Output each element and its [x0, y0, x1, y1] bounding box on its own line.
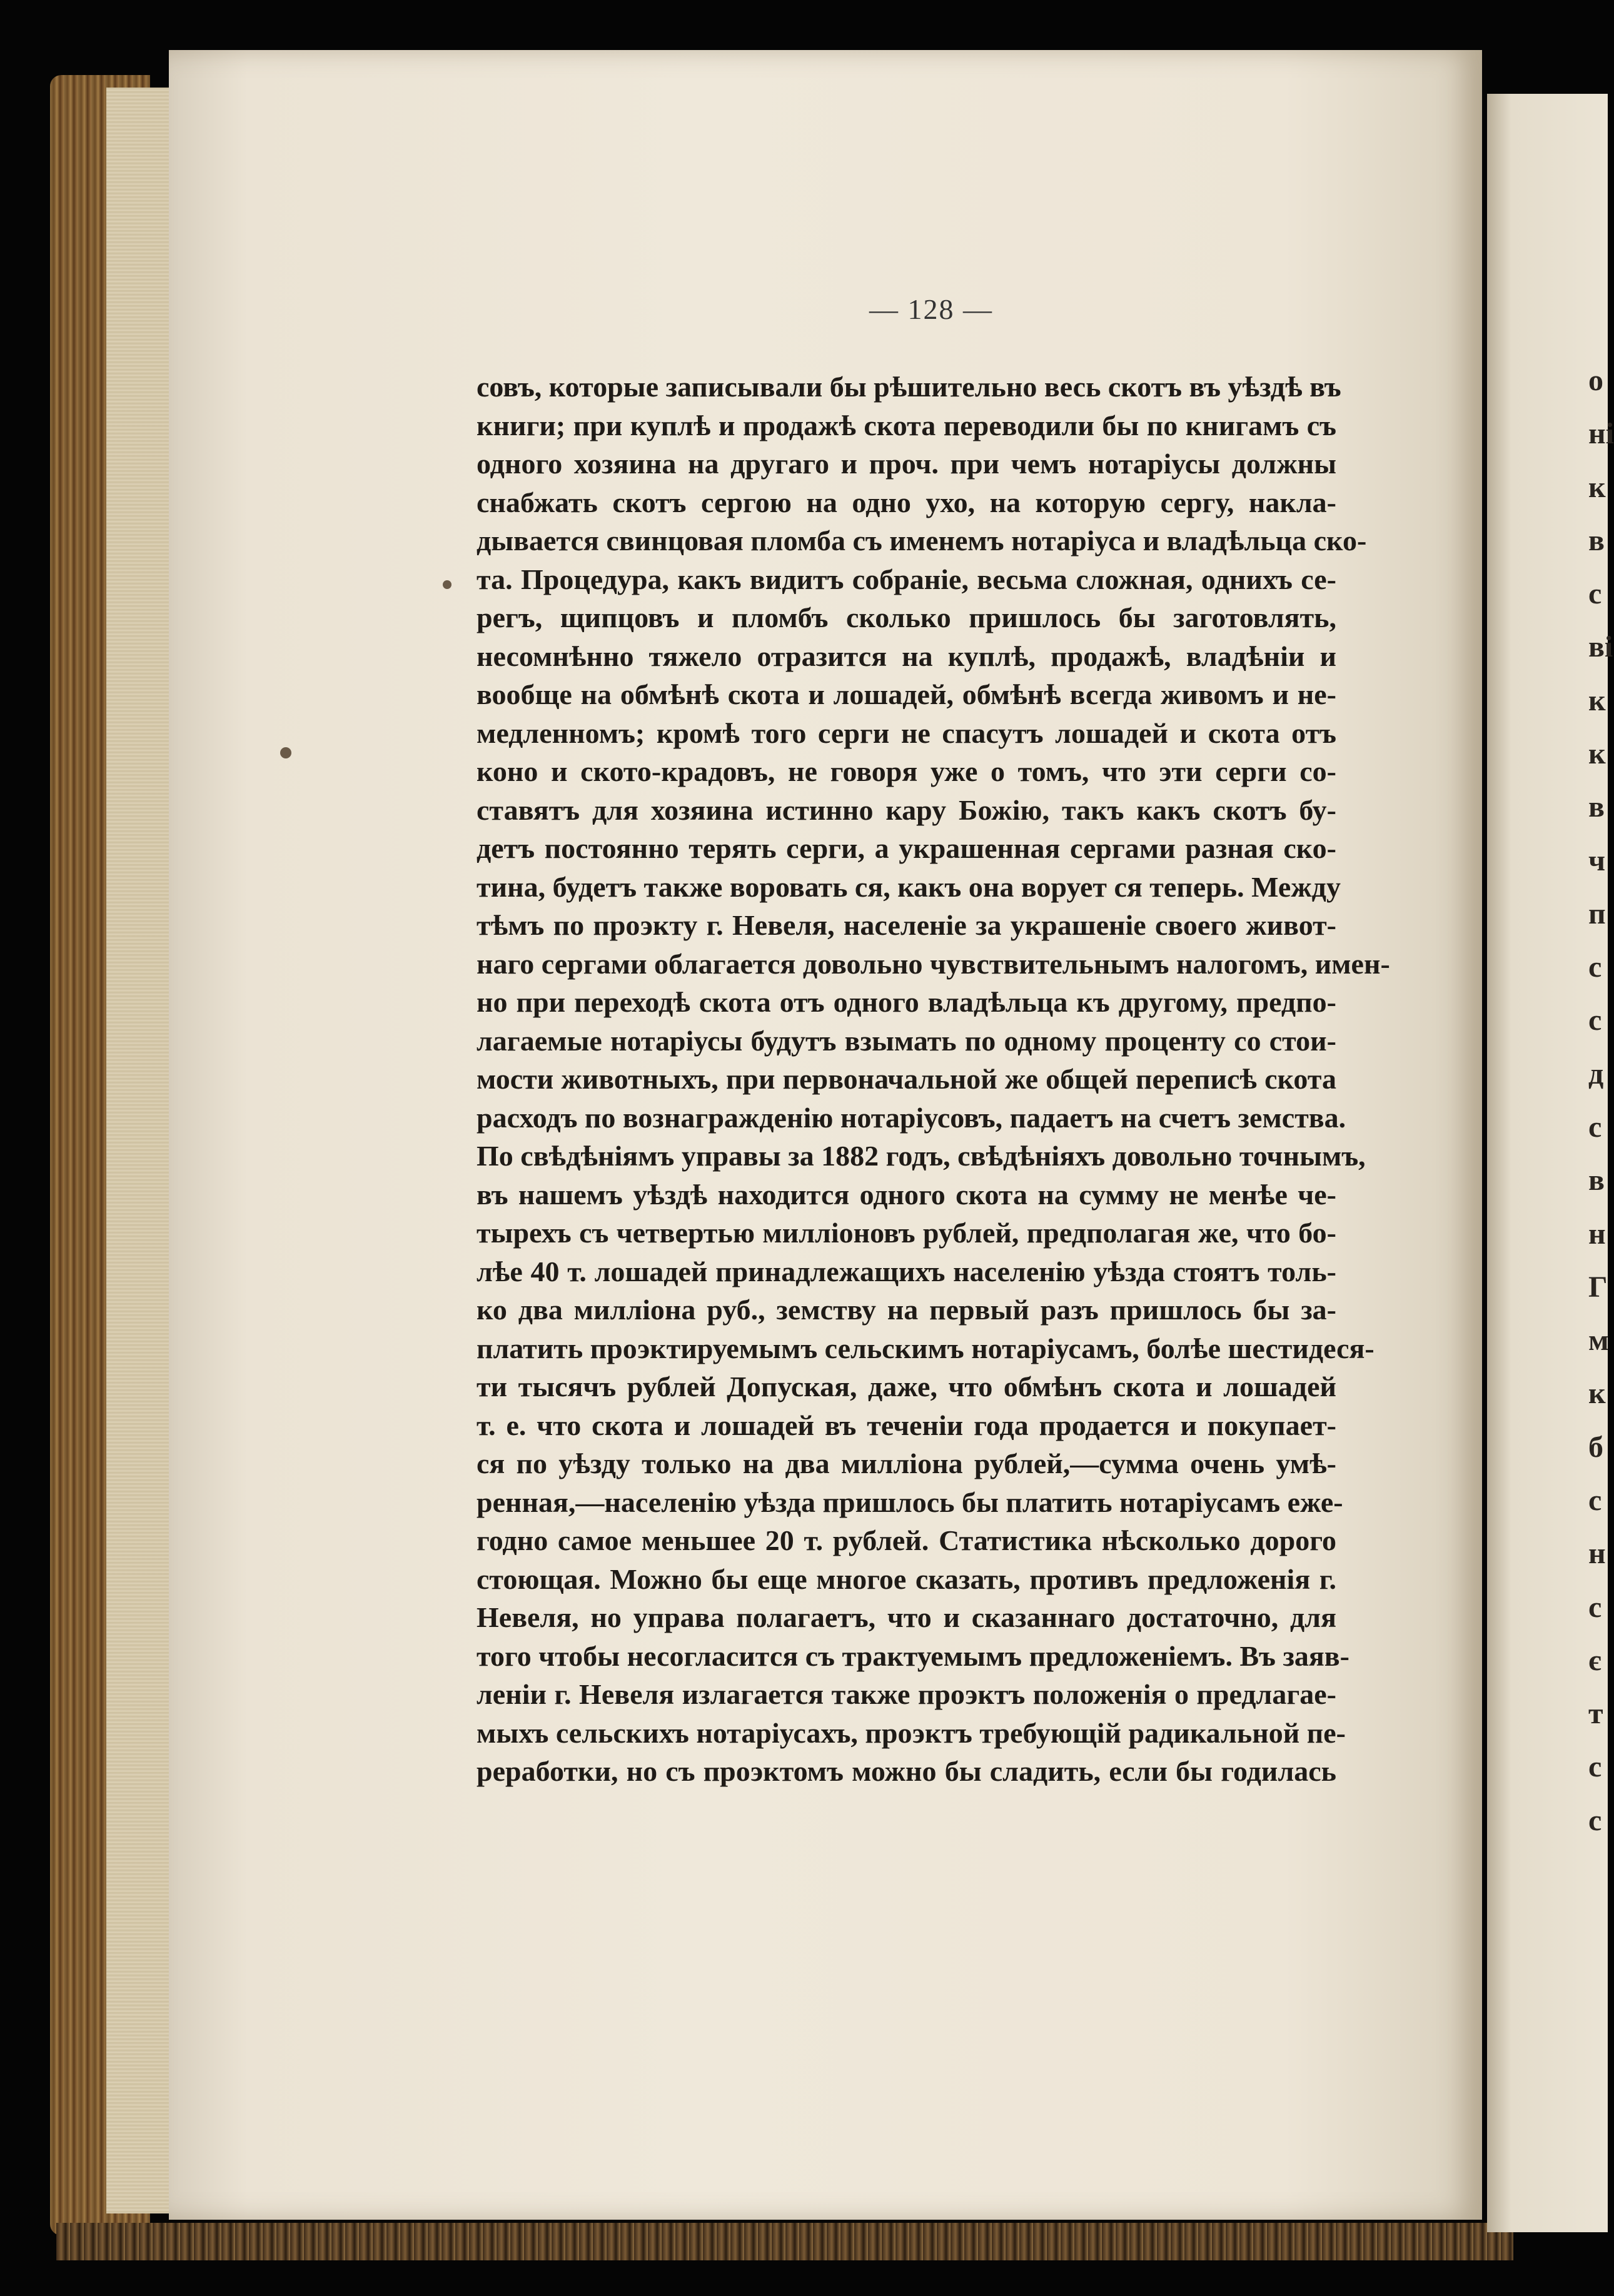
facing-page-fragment: к [1588, 470, 1606, 504]
facing-page-fragment: Г [1588, 1270, 1608, 1304]
text-line: одного хозяина на другаго и проч. при чемъ нотаріусы должны [477, 448, 1336, 480]
facing-page-fragment: с [1588, 1483, 1602, 1517]
text-line: книги; при куплѣ и продажѣ скота переводили бы по книгамъ съ [477, 409, 1336, 441]
text-line: ти тысячъ рублей Допуская, даже, что обмѣнъ скота и лошадей [477, 1371, 1336, 1402]
text-line: тѣмъ по проэкту г. Невеля, населеніе за украшеніе своего живот- [477, 909, 1336, 941]
text-line: мыхъ сельскихъ нотаріусахъ, проэктъ требующій радикальной пе- [477, 1716, 1346, 1749]
text-line: По свѣдѣніямъ управы за 1882 годъ, свѣдѣніяхъ довольно точнымъ, [477, 1140, 1366, 1172]
facing-page-fragment: н [1588, 1217, 1606, 1251]
facing-page-fragment: к [1588, 1377, 1606, 1411]
ink-spot [280, 747, 291, 758]
text-line: ся по уѣзду только на два милліона рублей,—сумма очень умѣ- [477, 1448, 1336, 1479]
text-line: но при переходѣ скота отъ одного владѣльца къ другому, предпо- [477, 986, 1336, 1018]
text-line: мости животныхъ, при первоначальной же общей переписѣ скота [477, 1063, 1336, 1095]
text-line: ставятъ для хозяина истинно кару Божію, такъ какъ скотъ бу- [477, 793, 1336, 826]
text-line: леніи г. Невеля излагается также проэктъ положенія о предлагае- [477, 1678, 1336, 1710]
facing-page-fragment: п [1588, 897, 1606, 930]
text-line: детъ постоянно терять серги, а украшенная сергами разная ско- [477, 832, 1336, 864]
facing-page-fragment: в [1588, 790, 1605, 824]
text-line: та. Процедура, какъ видитъ собраніе, весьма сложная, однихъ се- [477, 563, 1336, 595]
page-body-text [477, 368, 1390, 1791]
text-line: платить проэктируемымъ сельскимъ нотаріусамъ, болѣе шестидеся- [477, 1332, 1374, 1364]
text-line: лагаемые нотаріусы будутъ взымать по одному проценту со стои- [477, 1024, 1336, 1057]
facing-page-fragment: с [1588, 1803, 1602, 1837]
facing-page-fragment: к [1588, 737, 1606, 770]
facing-page-fragment: с [1588, 1590, 1602, 1624]
facing-page-fragment: м [1588, 1324, 1609, 1357]
facing-page-fragment: в [1588, 1164, 1605, 1197]
text-line: годно самое меньшее 20 т. рублей. Статистика нѣсколько дорого [477, 1524, 1336, 1556]
page-stack-edge [106, 88, 169, 2213]
text-line: тина, будетъ также воровать ся, какъ она ворует ся теперь. Между [477, 870, 1341, 903]
ink-spot [443, 580, 451, 589]
facing-page-fragment: є [1588, 1643, 1601, 1677]
facing-page-fragment: с [1588, 577, 1602, 611]
text-line: регъ, щипцовъ и пломбъ сколько пришлось бы заготовлять, [477, 602, 1336, 633]
text-line: медленномъ; кромѣ того серги не спасутъ лошадей и скота отъ [477, 717, 1336, 749]
text-line: расходъ по вознагражденію нотаріусовъ, падаетъ на счетъ земства. [477, 1101, 1346, 1134]
facing-page-fragment: ч [1588, 843, 1606, 877]
text-line: коно и ското-крадовъ, не говоря уже о томъ, что эти серги со- [477, 755, 1336, 787]
text-line: несомнѣнно тяжело отразится на куплѣ, продажѣ, владѣніи и [477, 640, 1336, 672]
text-line: т. е. что скота и лошадей въ теченіи года продается и покупает- [477, 1409, 1336, 1441]
text-line: лѣе 40 т. лошадей принадлежащихъ населенію уѣзда стоятъ толь- [477, 1255, 1336, 1287]
text-line: того чтобы несогласится съ трактуемымъ предложеніемъ. Въ заяв- [477, 1639, 1349, 1672]
text-line: дывается свинцовая пломба съ именемъ нотаріуса и владѣльца ско- [477, 525, 1367, 556]
book-bottom-edge [56, 2223, 1513, 2260]
facing-page-fragment: с [1588, 950, 1602, 984]
text-line: тырехъ съ четвертью милліоновъ рублей, предполагая же, что бо- [477, 1217, 1336, 1249]
facing-page-fragment: ві [1588, 630, 1613, 664]
facing-page-fragment: н [1588, 1537, 1606, 1571]
text-line: ренная,—населенію уѣзда пришлось бы платить нотаріусамъ еже- [477, 1486, 1343, 1518]
facing-page-fragment: с [1588, 1110, 1602, 1144]
facing-page-fragment: д [1588, 1057, 1604, 1090]
facing-page-fragment: ні [1588, 417, 1614, 451]
text-line: Невеля, но управа полагаетъ, что и сказаннаго достаточно, для [477, 1601, 1336, 1633]
facing-page-fragment: в [1588, 523, 1605, 557]
page-number: — 128 — [869, 293, 993, 325]
text-line: въ нашемъ уѣздѣ находится одного скота на сумму не менѣе че- [477, 1178, 1336, 1211]
facing-page-fragment: б [1588, 1430, 1603, 1464]
text-line: стоющая. Можно бы еще многое сказать, противъ предложенія г. [477, 1563, 1336, 1595]
facing-page-fragment: с [1588, 1750, 1602, 1784]
facing-page-fragment: с [1588, 1004, 1602, 1037]
facing-page-fragment: т [1588, 1697, 1603, 1731]
text-line: совъ, которые записывали бы рѣшительно весь скотъ въ уѣздѣ въ [477, 371, 1341, 403]
facing-page-fragment: о [1588, 364, 1603, 397]
text-line: вообще на обмѣнѣ скота и лошадей, обмѣнѣ всегда живомъ и не- [477, 678, 1336, 710]
facing-page-fragment: к [1588, 683, 1606, 717]
text-line: снабжать скотъ сергою на одно ухо, на которую сергу, накла- [477, 486, 1336, 518]
text-line: наго сергами облагается довольно чувствительнымъ налогомъ, имен- [477, 947, 1390, 980]
text-line: реработки, но съ проэктомъ можно бы сладить, если бы годилась [477, 1755, 1336, 1787]
text-line: ко два милліона руб., земству на первый разъ пришлось бы за- [477, 1294, 1336, 1326]
facing-page-edge [1487, 94, 1608, 2232]
